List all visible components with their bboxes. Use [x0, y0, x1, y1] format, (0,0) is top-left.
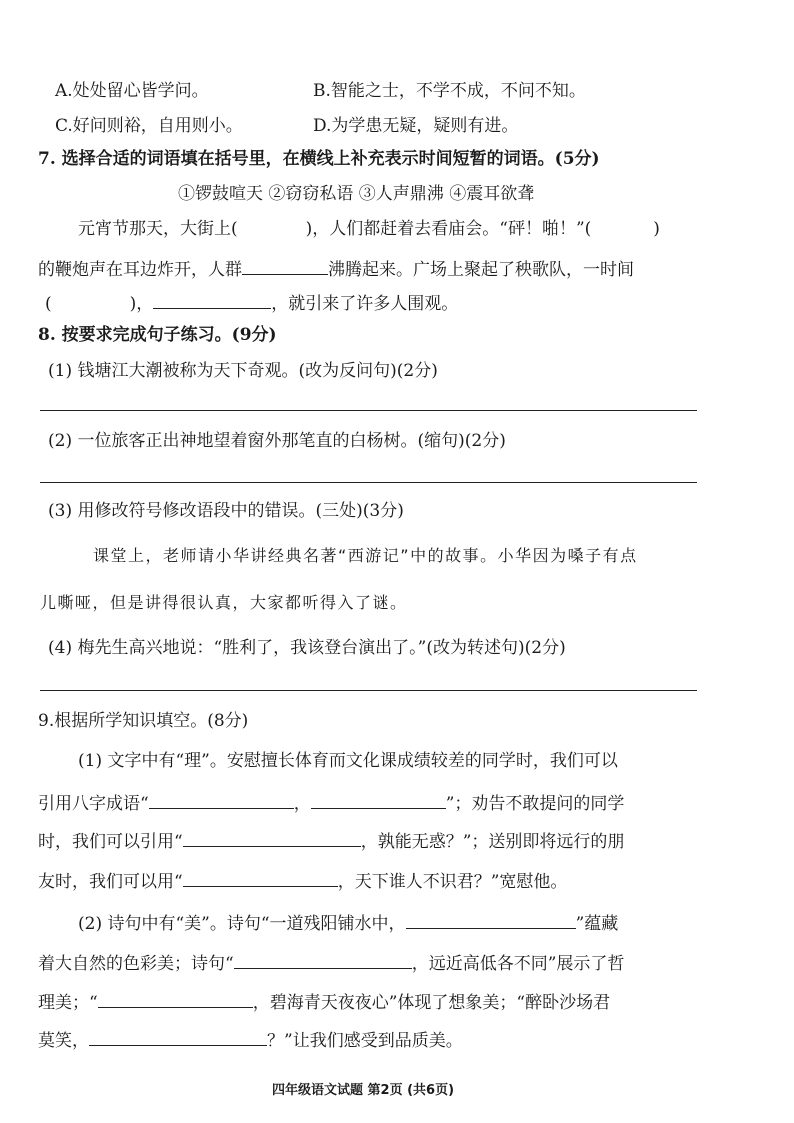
q9-text: 友时，我们可以用“ — [38, 872, 183, 892]
q9-text: 着大自然的色彩美；诗句“ — [38, 954, 234, 974]
q8-passage-line2: 儿嘶哑，但是讲得很认真，大家都听得入了谜。 — [40, 593, 408, 612]
q6-option-b: B.智能之士，不学不成，不问不知。 — [313, 81, 586, 101]
q9-part1-line2 — [38, 790, 624, 815]
answer-blank[interactable] — [89, 1027, 267, 1046]
answer-blank[interactable] — [153, 290, 271, 309]
q7-text: )， — [129, 294, 154, 314]
q9-title: 9.根据所学知识填空。(8分) — [38, 711, 249, 731]
q7-text: ，就引来了许多人围观。 — [271, 294, 459, 314]
answer-line[interactable] — [40, 410, 697, 411]
answer-blank[interactable] — [149, 790, 294, 809]
q8-item-3: (3) 用修改符号修改语段中的错误。(三处)(3分) — [48, 501, 404, 521]
answer-blank[interactable] — [183, 868, 338, 887]
answer-blank[interactable] — [183, 828, 361, 847]
q8-passage-line1: 课堂上，老师请小华讲经典名著“西游记”中的故事。小华因为嗓子有点 — [93, 546, 638, 565]
q7-paragraph-line1 — [78, 218, 660, 240]
q9-part2-line3 — [38, 989, 610, 1014]
q9-text: ”蕴藏 — [575, 914, 619, 934]
answer-blank[interactable] — [406, 910, 576, 929]
q9-part2-line4 — [38, 1027, 463, 1052]
answer-blank[interactable] — [98, 989, 253, 1008]
answer-blank[interactable] — [242, 256, 328, 275]
q9-text: ？”让我们感受到品质美。 — [267, 1031, 463, 1051]
q7-text: )，人们都赶着去看庙会。“砰！啪！”( — [305, 219, 592, 239]
answer-line[interactable] — [40, 690, 697, 691]
q7-text: 元宵节那天，大街上( — [78, 219, 238, 239]
q9-text: 莫笑， — [38, 1031, 89, 1051]
q9-part1-line1: (1) 文字中有“理”。安慰擅长体育而文化课成绩较差的同学时，我们可以 — [78, 751, 618, 771]
q7-title: 7. 选择合适的词语填在括号里，在横线上补充表示时间短暂的词语。(5分) — [38, 149, 600, 169]
q9-part1-line3 — [38, 828, 624, 853]
q6-option-c: C.好问则裕，自用则小。 — [55, 116, 243, 136]
q9-part2-line1 — [78, 910, 618, 935]
q7-text: ( — [45, 294, 52, 314]
q9-text: ，碧海青天夜夜心”体现了想象美；“醉卧沙场君 — [252, 993, 611, 1013]
q7-paragraph-line3 — [45, 290, 458, 315]
q7-text: 沸腾起来。广场上聚起了秧歌队，一时间 — [328, 260, 634, 280]
q8-item-1: (1) 钱塘江大潮被称为天下奇观。(改为反问句)(2分) — [48, 361, 438, 381]
q9-text: ，孰能无惑？”；送别即将远行的朋 — [360, 832, 625, 852]
q9-text: ，天下谁人不识君？”宽慰他。 — [337, 872, 568, 892]
page-footer: 四年级语文试题 第2页 (共6页) — [272, 1083, 455, 1098]
q9-text: ， — [293, 794, 311, 814]
q6-option-d: D.为学患无疑，疑则有进。 — [313, 116, 519, 136]
q9-text: (2) 诗句中有“美”。诗句“一道残阳铺水中， — [78, 914, 406, 934]
q7-choices: ①锣鼓喧天 ②窃窃私语 ③人声鼎沸 ④震耳欲聋 — [178, 184, 535, 204]
q8-title: 8. 按要求完成句子练习。(9分) — [38, 325, 277, 345]
q9-text: 时，我们可以引用“ — [38, 832, 183, 852]
answer-line[interactable] — [40, 482, 697, 483]
answer-blank[interactable] — [311, 790, 446, 809]
q9-text: ，远近高低各不同”展示了哲 — [411, 954, 625, 974]
q8-item-2: (2) 一位旅客正出神地望着窗外那笔直的白杨树。(缩句)(2分) — [48, 431, 506, 451]
q9-text: 引用八字成语“ — [38, 794, 149, 814]
q9-part2-line2 — [38, 950, 624, 975]
q9-text: 理美；“ — [38, 993, 98, 1013]
q8-item-4: (4) 梅先生高兴地说：“胜利了，我该登台演出了。”(改为转述句)(2分) — [48, 638, 566, 658]
q7-text: ) — [653, 219, 660, 239]
q7-text: 的鞭炮声在耳边炸开，人群 — [38, 260, 242, 280]
q6-option-a: A.处处留心皆学问。 — [55, 81, 209, 101]
answer-blank[interactable] — [234, 950, 412, 969]
q9-text: ”；劝告不敢提问的同学 — [445, 794, 625, 814]
q7-paragraph-line2 — [38, 256, 634, 281]
q9-part1-line4 — [38, 868, 567, 893]
